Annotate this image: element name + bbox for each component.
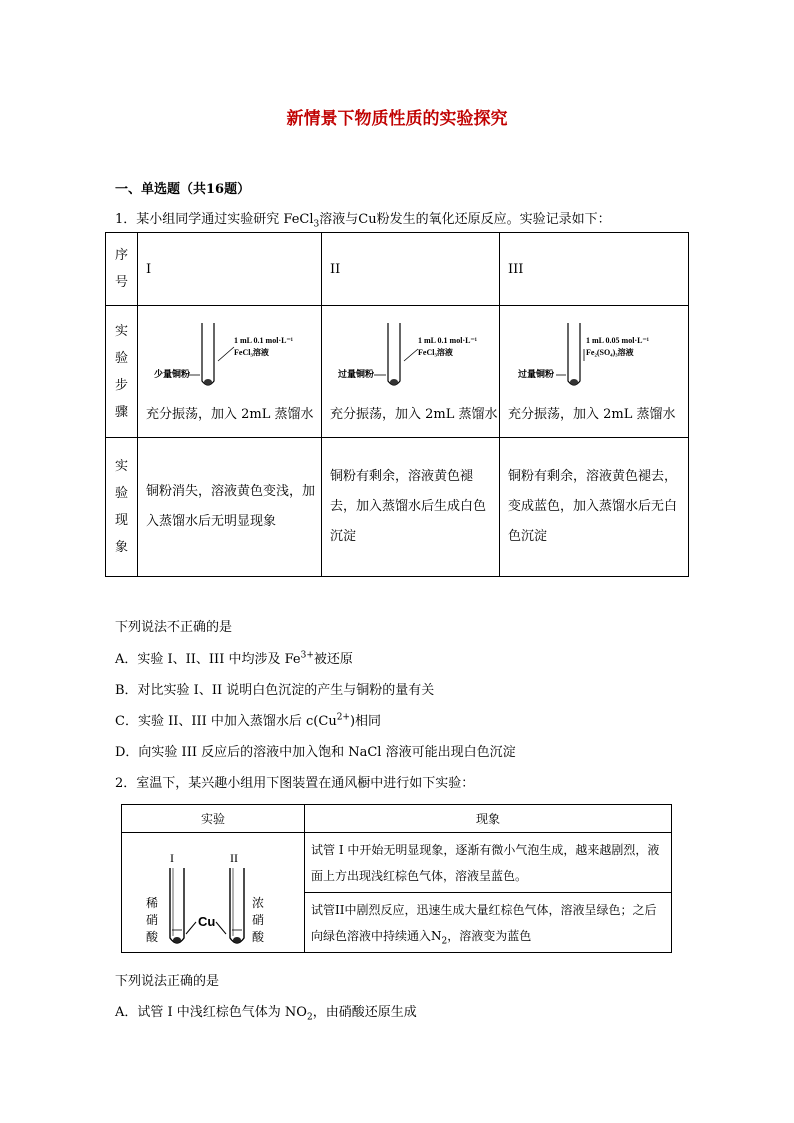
phenomenon-1: 铜粉消失，溶液黄色变浅，加入蒸馏水后无明显现象 <box>138 438 322 577</box>
phenomenon-3: 铜粉有剩余，溶液黄色褪去，变成蓝色，加入蒸馏水后无白色沉淀 <box>500 438 689 577</box>
q2-apparatus-cell <box>122 833 305 953</box>
q1-stem: 1．某小组同学通过实验研究 FeCl$_3$溶液与Cu粉发生的氧化还原反应。实验记录如下： <box>115 212 611 230</box>
tube-1-label: I <box>170 850 174 865</box>
step-cell-2 <box>322 306 500 438</box>
diagram-2-solution-2: FeCl₃溶液 <box>418 347 453 357</box>
q2-table <box>121 804 672 953</box>
step-text-2: 充分振荡，加入 2mL 蒸馏水 <box>330 406 498 422</box>
q1-option-a[interactable]: A．实验 I、II、III 中均涉及 $Fe^{3+}$被还原 <box>115 650 353 667</box>
copper-label: Cu <box>198 913 216 929</box>
step-cell-1 <box>138 306 322 438</box>
row-header-phenomena: 实 验 现 象 <box>106 438 138 577</box>
diagram-1-solution-2: FeCl₃溶液 <box>234 347 269 357</box>
dilute-acid-label: 稀 硝 酸 <box>146 896 159 944</box>
diagram-1-powder: 少量铜粉 <box>154 369 191 380</box>
row-header-steps: 实 验 步 骤 <box>106 306 138 438</box>
diagram-3-powder: 过量铜粉 <box>518 369 555 380</box>
q1-option-c[interactable]: C．实验 II、III 中加入蒸馏水后 $c(Cu^{2+})$相同 <box>115 712 382 729</box>
q1-option-b[interactable]: B．对比实验 I、II 说明白色沉淀的产生与铜粉的量有关 <box>115 683 435 698</box>
phenomenon-2: 铜粉有剩余，溶液黄色褪去，加入蒸馏水后生成白色沉淀 <box>322 438 500 577</box>
diagram-2-solution-1: 1 mL 0.1 mol·L⁻¹ <box>418 335 478 345</box>
diagram-2-powder: 过量铜粉 <box>338 369 375 380</box>
tube-2-label: II <box>230 850 238 865</box>
q2-stem: 2．室温下，某兴趣小组用下图装置在通风橱中进行如下实验： <box>115 776 475 791</box>
row-header-no: 序 号 <box>106 233 138 306</box>
q2-header-experiment: 实验 <box>122 805 305 833</box>
section-heading: 一、单选题（共16题） <box>115 182 251 197</box>
step-cell-3 <box>500 306 689 438</box>
concentrated-acid-label: 浓 硝 酸 <box>252 896 265 944</box>
diagram-1-solution-1: 1 mL 0.1 mol·L⁻¹ <box>234 335 294 345</box>
q2-question: 下列说法正确的是 <box>115 974 220 989</box>
page-title: 新情景下物质性质的实验探究 <box>286 109 508 129</box>
q1-option-d[interactable]: D．向实验 III 反应后的溶液中加入饱和 NaCl 溶液可能出现白色沉淀 <box>115 745 516 760</box>
test-tube-diagram-2 <box>322 309 498 395</box>
step-text-1: 充分振荡，加入 2mL 蒸馏水 <box>146 406 314 422</box>
diagram-3-solution-2: Fe₂(SO₄)₃溶液 <box>586 347 634 357</box>
q2-phenomenon-2: 试管II中剧烈反应，迅速生成大量红棕色气体，溶液呈绿色；之后向绿色溶液中持续通入$N_2$，溶液变为蓝色 <box>305 893 672 953</box>
q1-table <box>105 232 689 577</box>
q2-option-a[interactable]: A．试管 I 中浅红棕色气体为 $NO_2$，由硝酸还原生成 <box>115 1005 417 1023</box>
q2-phenomenon-1: 试管 I 中开始无明显现象，逐渐有微小气泡生成，越来越剧烈，液面上方出现浅红棕色气体，溶液呈蓝色。 <box>305 833 672 893</box>
test-tube-diagram-1 <box>138 309 320 395</box>
q2-header-phenomenon: 现象 <box>305 805 672 833</box>
col-id-3: III <box>500 233 689 306</box>
q1-question: 下列说法不正确的是 <box>115 620 233 635</box>
diagram-3-solution-1: 1 mL 0.05 mol·L⁻¹ <box>586 335 650 345</box>
step-text-3: 充分振荡，加入 2mL 蒸馏水 <box>508 406 676 422</box>
col-id-1: I <box>138 233 322 306</box>
test-tube-diagram-3 <box>500 309 686 395</box>
col-id-2: II <box>322 233 500 306</box>
